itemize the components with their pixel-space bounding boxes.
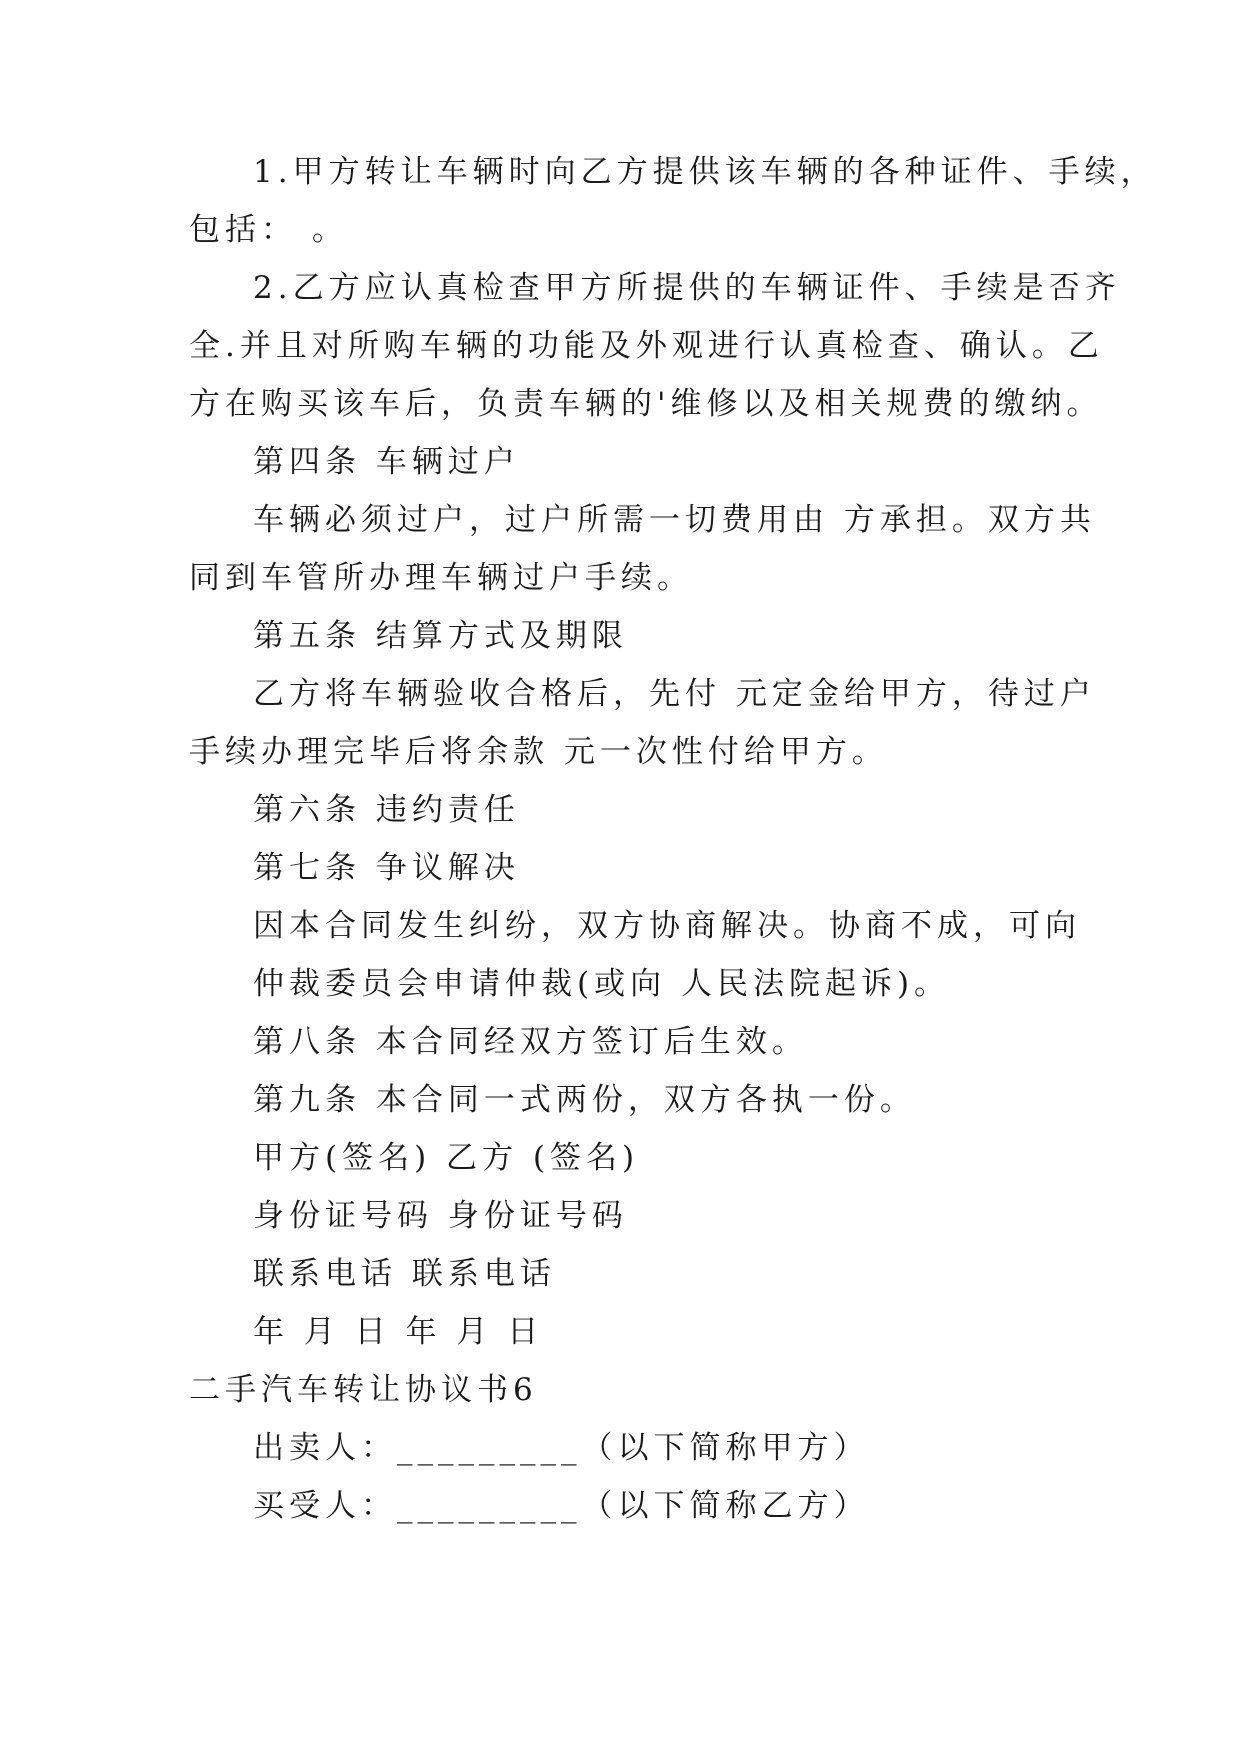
article-8-line: 第八条 本合同经双方签订后生效。 <box>253 1024 808 1060</box>
agreement-title: 二手汽车转让协议书6 <box>189 1372 538 1408</box>
clause-2-line-3: 方在购买该车后，负责车辆的'维修以及相关规费的缴纳。 <box>189 386 1103 422</box>
date-line: 年 月 日 年 月 日 <box>253 1314 544 1350</box>
article-4-heading: 第四条 车辆过户 <box>253 444 520 480</box>
article-5-heading: 第五条 结算方式及期限 <box>253 618 628 654</box>
clause-2-line-2: 全.并且对所购车辆的功能及外观进行认真检查、确认。乙 <box>189 328 1104 364</box>
clause-2-line-1: 2.乙方应认真检查甲方所提供的车辆证件、手续是否齐 <box>253 270 1121 306</box>
article-5-line-1: 乙方将车辆验收合格后，先付 元定金给甲方，待过户 <box>253 676 1096 712</box>
article-9-line: 第九条 本合同一式两份，双方各执一份。 <box>253 1082 916 1118</box>
article-5-line-2: 手续办理完毕后将余款 元一次性付给甲方。 <box>189 734 888 770</box>
signature-line: 甲方(签名) 乙方 (签名) <box>253 1140 640 1176</box>
article-6-heading: 第六条 违约责任 <box>253 792 520 828</box>
buyer-line: 买受人：_________（以下简称乙方） <box>253 1488 870 1524</box>
clause-1-line-1: 1.甲方转让车辆时向乙方提供该车辆的各种证件、手续， <box>253 154 1157 190</box>
article-7-heading: 第七条 争议解决 <box>253 850 520 886</box>
clause-1-line-2: 包括： 。 <box>189 212 348 248</box>
id-number-line: 身份证号码 身份证号码 <box>253 1198 628 1234</box>
article-7-line-2: 仲裁委员会申请仲裁(或向 人民法院起诉)。 <box>253 966 951 1002</box>
article-4-line-1: 车辆必须过户，过户所需一切费用由 方承担。双方共 <box>253 502 1096 538</box>
article-4-line-2: 同到车管所办理车辆过户手续。 <box>189 560 693 596</box>
seller-line: 出卖人：_________（以下简称甲方） <box>253 1430 870 1466</box>
phone-line: 联系电话 联系电话 <box>253 1256 556 1292</box>
article-7-line-1: 因本合同发生纠纷，双方协商解决。协商不成，可向 <box>253 908 1081 944</box>
